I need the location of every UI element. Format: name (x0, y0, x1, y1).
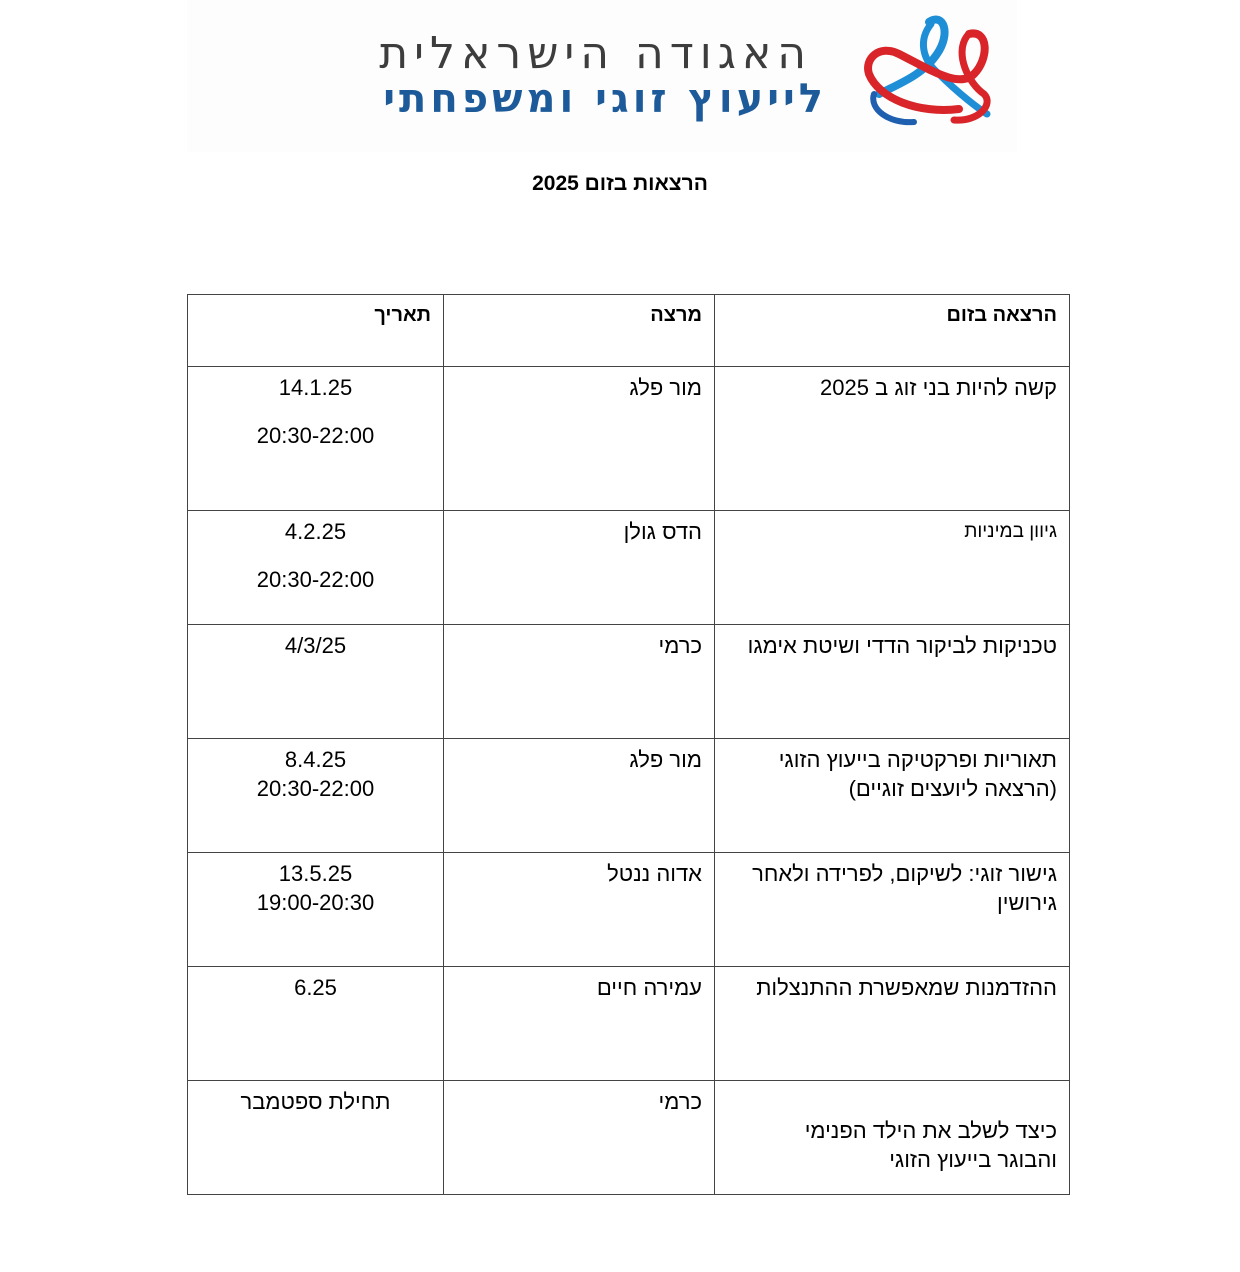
lecture-title: קשה להיות בני זוג ב 2025 (819, 375, 1057, 400)
logo-line2: לייעוץ זוגי ומשפחתי (383, 76, 827, 122)
lecturer-cell: עמירה חיים (444, 967, 715, 1081)
date: 8.4.25 (284, 747, 347, 772)
date-cell (188, 511, 444, 625)
logo-line1: האגודה הישראלית (379, 28, 812, 79)
lecturer-cell: מור פלג (444, 739, 715, 853)
couple-ribbon-icon (859, 14, 1004, 129)
lecture-cell (715, 967, 1070, 1081)
date: 4/3/25 (284, 633, 347, 658)
lecturer-cell: אדוה ננטל (444, 853, 715, 967)
date-cell (188, 853, 444, 967)
lecture-title: ההזדמנות שמאפשרת ההתנצלות (756, 975, 1057, 1000)
date-cell (188, 625, 444, 739)
lecture-title: כיצד לשלב את הילד הפנימי (804, 1118, 1057, 1143)
lecture-title: תאוריות ופרקטיקה בייעוץ הזוגי (778, 747, 1057, 772)
lecture-cell (715, 625, 1070, 739)
date-cell (188, 1081, 444, 1195)
lecture-cell (715, 367, 1070, 511)
date-cell (188, 367, 444, 511)
lecture-cell (715, 511, 1070, 625)
date: תחילת ספטמבר (240, 1089, 391, 1114)
header-lecturer: מרצה (444, 295, 715, 367)
date: 13.5.25 (278, 861, 353, 886)
header-lecture: הרצאה בזום (715, 295, 1070, 367)
lecture-title-cont: והבוגר בייעוץ הזוגי (889, 1147, 1057, 1172)
time: 19:00-20:30 (256, 890, 375, 915)
date-cell (188, 967, 444, 1081)
date: 14.1.25 (278, 375, 353, 400)
lecturer-cell: כרמי (444, 1081, 715, 1195)
date: 4.2.25 (284, 519, 347, 544)
lecture-title: גיוון במיניות (964, 521, 1057, 542)
table-row (188, 511, 1070, 625)
table-row (188, 1081, 1070, 1195)
table-row (188, 367, 1070, 511)
lecturer-cell: הדס גולן (444, 511, 715, 625)
lecture-title: טכניקות לביקור הדדי ושיטת אימגו (747, 633, 1057, 658)
date-cell (188, 739, 444, 853)
lecture-subtitle: (הרצאה ליועצים זוגיים) (848, 776, 1057, 801)
lecture-cell (715, 1081, 1070, 1195)
time: 20:30-22:00 (256, 567, 375, 592)
table-row (188, 625, 1070, 739)
table-row (188, 853, 1070, 967)
time: 20:30-22:00 (256, 776, 375, 801)
time: 20:30-22:00 (256, 423, 375, 448)
lecture-cell (715, 853, 1070, 967)
association-logo (187, 0, 1017, 152)
lectures-table (187, 294, 1070, 1195)
lecture-title-cont: גירושין (997, 890, 1057, 915)
page-title: הרצאות בזום 2025 (532, 172, 708, 195)
header-date: תאריך (188, 295, 444, 367)
lecture-title: גישור זוגי: לשיקום, לפרידה ולאחר (752, 861, 1057, 886)
date: 6.25 (294, 975, 337, 1000)
lecturer-cell: מור פלג (444, 367, 715, 511)
lecturer-cell: כרמי (444, 625, 715, 739)
table-row (188, 739, 1070, 853)
lecture-cell (715, 739, 1070, 853)
table-row (188, 967, 1070, 1081)
table-header-row (188, 295, 1070, 367)
